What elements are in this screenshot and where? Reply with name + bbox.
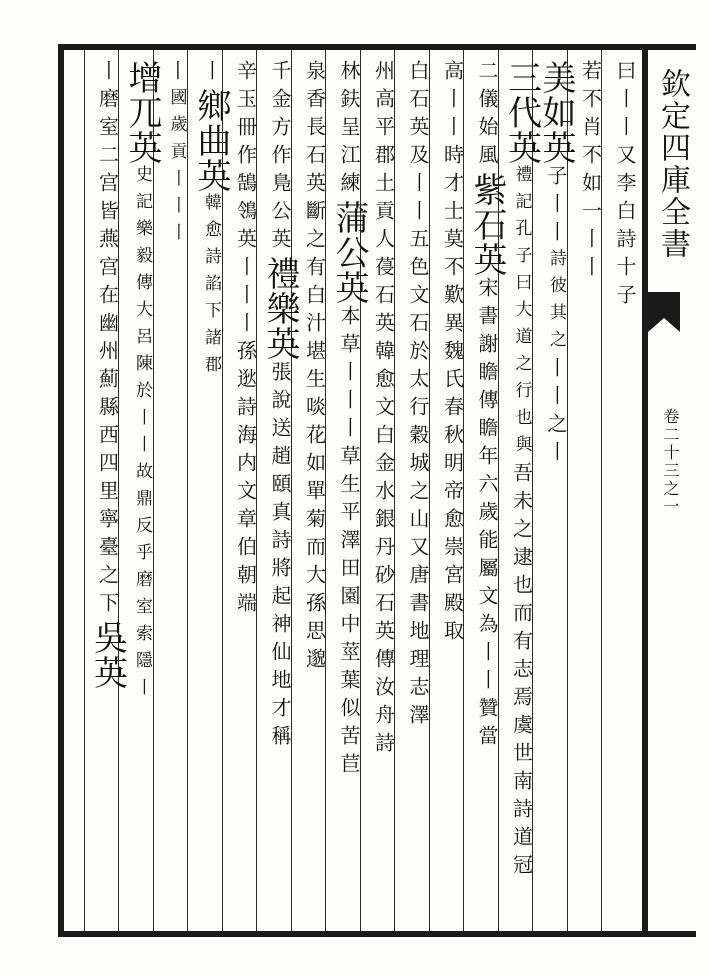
body-text: 曰丨丨又李白詩十子	[613, 60, 637, 312]
text-column	[433, 60, 473, 932]
text-column	[122, 60, 162, 932]
entry-headword: 蒲公英	[329, 200, 369, 305]
body-text: 若不肖不如一丨丨	[578, 60, 603, 284]
body-text: 泉香長石英	[302, 60, 327, 200]
body-text: 丨	[164, 60, 189, 88]
body-text: 吾未之逮也而有志焉虞世南詩道冠	[509, 462, 534, 882]
annotation-text: 國歲貢丨丨丨	[166, 88, 187, 250]
text-column	[191, 60, 231, 932]
text-column	[260, 60, 300, 932]
body-text: 林鈇呈江練	[337, 60, 361, 200]
body-text: 高丨丨	[440, 60, 465, 144]
text-column	[329, 60, 369, 932]
entry-headword: 三代英	[501, 60, 542, 165]
text-column	[502, 60, 542, 932]
text-column	[157, 60, 197, 932]
volume-label: 卷二十三之一	[661, 408, 680, 516]
body-text: 千金方作鳬公英	[268, 60, 292, 256]
annotation-text: 詩彼其之	[546, 249, 566, 357]
text-column	[605, 60, 645, 932]
text-column	[364, 60, 404, 932]
body-text: 張說送趙頤真詩將起神仙地才稱	[268, 361, 292, 753]
column-rule	[84, 50, 85, 931]
entry-headword: 禮樂英	[260, 256, 300, 361]
entry-headword: 美如英	[536, 60, 576, 165]
annotation-text: 韓愈詩諂下諸郡	[201, 193, 221, 382]
text-column	[88, 60, 128, 932]
annotation-text: 禮記孔子曰大道之行也與	[511, 165, 532, 462]
text-column	[571, 60, 611, 932]
body-text: 斷之有白汁堪生啖花如單菊而大孫思邈	[302, 200, 327, 676]
body-text: 二儀始風	[475, 60, 499, 172]
text-column	[398, 60, 438, 932]
body-text: 時才士莫不歎異魏氏春秋明帝愈崇宮殿取	[440, 144, 465, 648]
body-text: 宋書謝瞻傳瞻年六歲能屬文為丨丨贊當	[475, 277, 499, 753]
body-text: 丨磨室二宫皆燕宫在幽州薊縣西四里寧臺之下	[95, 60, 120, 620]
body-text: 丨丨之丨	[544, 357, 568, 469]
entry-headword: 鄉曲英	[191, 88, 231, 193]
body-text: 本草丨丨丨草生平澤田園中莖葉似苦苣	[337, 305, 361, 781]
text-column	[536, 60, 576, 932]
book-title: 欽定四庫全書	[655, 68, 690, 260]
body-text: 州高平郡土貢人葠石英韓愈文白金水銀丹砂石英傳汝舟詩	[371, 60, 396, 760]
text-column	[226, 60, 266, 932]
annotation-text: 史記樂毅傳大呂陳於丨丨故鼎反乎磨室索隱丨	[132, 165, 152, 705]
fishtail-mark	[648, 292, 680, 332]
text-column	[467, 60, 507, 932]
body-text: 丨	[199, 60, 223, 88]
body-text: 丨丨丨孫逖詩海内文章伯朝端	[233, 256, 258, 620]
text-column	[295, 60, 335, 932]
body-text: 子丨丨	[544, 165, 568, 249]
entry-headword: 增兀英	[122, 60, 162, 165]
entry-headword: 吳英	[87, 620, 128, 690]
body-text: 白石英及丨丨五色文石於太行穀城之山又唐書地理志澤	[406, 60, 430, 732]
entry-headword: 紫石英	[467, 172, 507, 277]
body-text: 辛玉冊作鵠鴒英	[233, 60, 258, 256]
